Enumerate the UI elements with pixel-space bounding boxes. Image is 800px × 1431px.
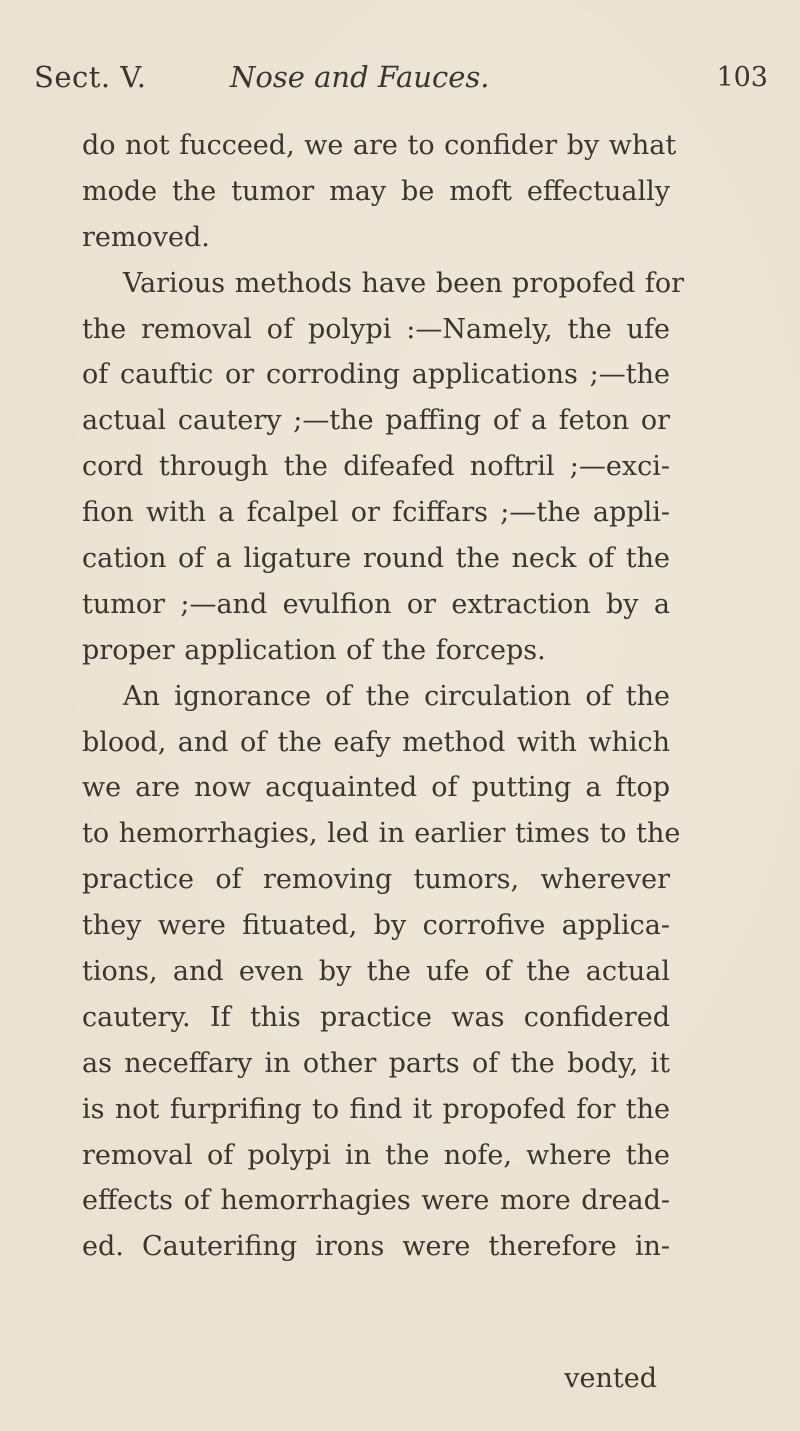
catchword-row <box>82 1356 670 1402</box>
text-line: practice of removing tumors, wherever <box>82 864 670 896</box>
text-line: ed. Cauterifing irons were therefore in- <box>82 1231 670 1263</box>
text-line: removed. <box>82 221 210 253</box>
text-line: mode the tumor may be moft effectually <box>82 175 670 207</box>
text-line: fion with a fcalpel or fciffars ;—the appli- <box>82 497 670 529</box>
running-title: Nose and Fauces. <box>230 60 490 94</box>
text-line: of cauftic or corroding applications ;—the <box>82 359 670 391</box>
text-line: blood, and of the eafy method with which <box>82 726 670 758</box>
page-number: 103 <box>716 62 768 93</box>
text-line: they were fituated, by corrofive applica- <box>82 910 670 942</box>
text-line: actual cautery ;—the paffing of a feton or <box>82 405 670 437</box>
text-line: tumor ;—and evulfion or extraction by a <box>82 588 670 620</box>
text-line: the removal of polypi :—Namely, the ufe <box>82 313 670 345</box>
text-line: cation of a ligature round the neck of the <box>82 543 670 575</box>
text-line: do not fucceed, we are to confider by what <box>82 130 677 161</box>
text-line: tions, and even by the ufe of the actual <box>82 956 670 988</box>
text-line: cautery. If this practice was confidered <box>82 1001 670 1033</box>
text-line: An ignorance of the circulation of the <box>123 680 670 712</box>
text-line: effects of hemorrhagies were more dread- <box>82 1185 670 1217</box>
text-line: cord through the difeafed noftril ;—exci- <box>82 451 670 483</box>
text-line: proper application of the forceps. <box>82 634 546 666</box>
text-line: we are now acquainted of putting a ftop <box>82 772 670 804</box>
section-label: Sect. V. <box>34 60 147 94</box>
text-line: removal of polypi in the nofe, where the <box>82 1139 670 1171</box>
body-text <box>82 123 685 1270</box>
text-line: as neceffary in other parts of the body, it <box>82 1047 670 1079</box>
running-head <box>0 48 800 98</box>
catchword: vented <box>564 1363 657 1394</box>
text-line: is not furprifing to find it propofed for the <box>82 1093 670 1125</box>
text-line: Various methods have been propofed for <box>123 267 685 299</box>
text-line: to hemorrhagies, led in earlier times to the <box>82 818 681 850</box>
